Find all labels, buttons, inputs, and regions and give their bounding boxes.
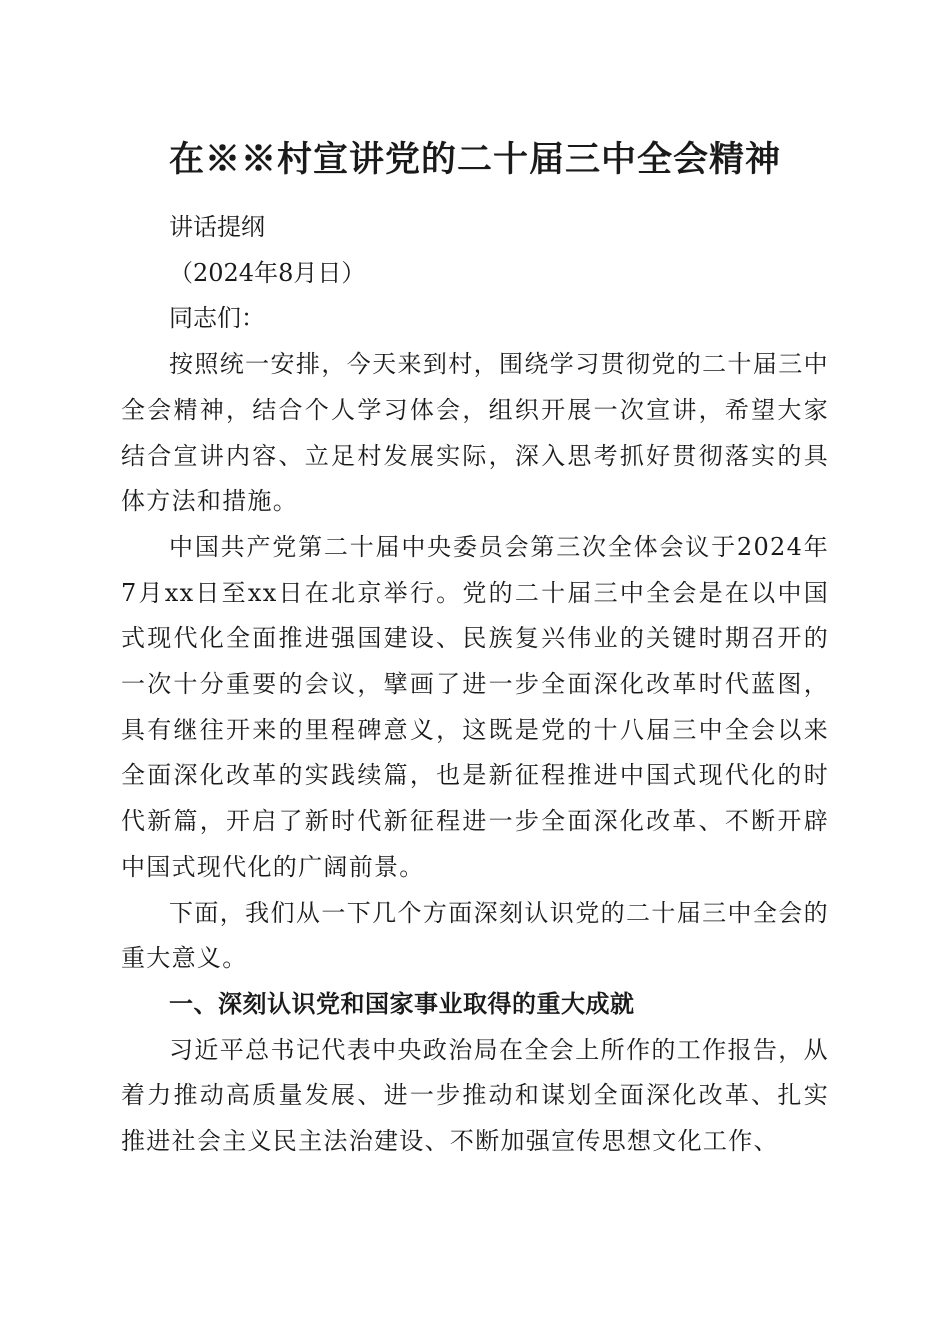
paragraph-transition: 下面，我们从一下几个方面深刻认识党的二十届三中全会的重大意义。 [121, 898, 829, 973]
document-subtitle: 讲话提纲 [169, 213, 265, 241]
paragraph-intro: 按照统一安排，今天来到村，围绕学习贯彻党的二十届三中全会精神，结合个人学习体会，组织开展一次宣讲，希望大家结合宣讲内容、立足村发展实际，深入思考抓好贯彻落实的具体方法和措施。 [121, 350, 829, 516]
paragraph-section-1: 习近平总书记代表中央政治局在全会上所作的工作报告，从着力推动高质量发展、进一步推动和谋划全面深化改革、扎实推进社会主义民主法治建设、不断加强宣传思想文化工作、 [121, 1035, 829, 1156]
document-date: （2024年8月日） [169, 258, 366, 287]
document-title: 在※※村宣讲党的二十届三中全会精神 [168, 139, 781, 180]
section-heading-1: 一、深刻认识党和国家事业取得的重大成就 [169, 989, 635, 1018]
paragraph-background: 中国共产党第二十届中央委员会第三次全体会议于2024年7月xx日至xx日在北京举行。党的二十届三中全会是在以中国式现代化全面推进强国建设、民族复兴伟业的关键时期召开的一次十分重要的会议，擘画了进一步全面深化改革时代蓝图，具有继往开来的里程碑意义，这既是党的十八届三中全会以来全面深化改革的实践续篇，也是新征程推进中国式现代化的时代新篇，开启了新时代新征程进一步全面深化改革、不断开辟中国式现代化的广阔前景。 [121, 532, 829, 881]
salutation: 同志们： [169, 304, 265, 333]
document-body [121, 205, 829, 1165]
